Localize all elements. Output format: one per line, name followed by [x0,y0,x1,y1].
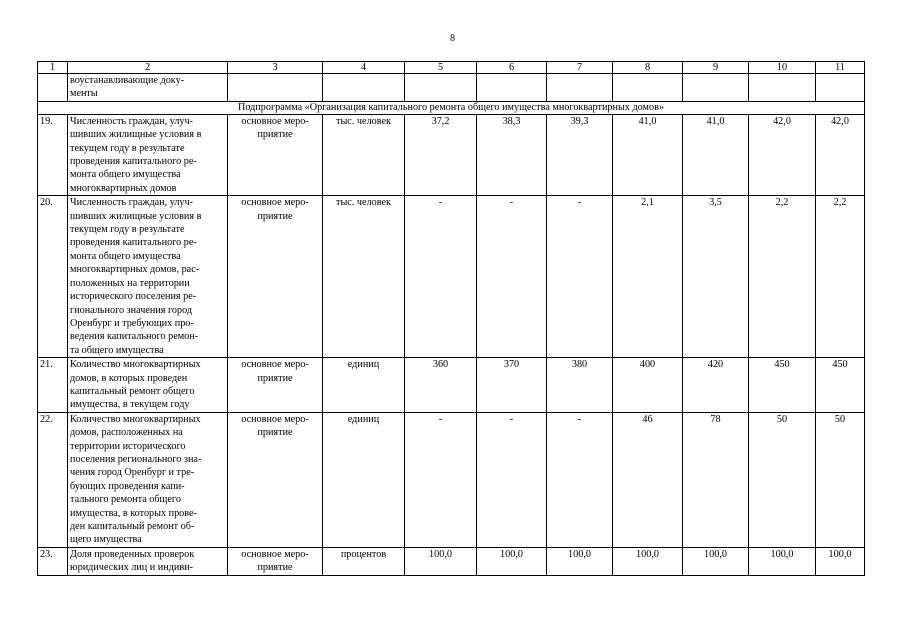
table-row [38,358,865,413]
value-cell: 100,0 [816,547,865,575]
table-row [38,547,865,575]
subprogram-title: Подпрограмма «Организация капитального ремонта общего имущества многоквартирных домов» [38,101,865,114]
unit-of-measure: тыс. человек [323,114,405,195]
value-cell: 42,0 [749,114,816,195]
unit-of-measure: тыс. человек [323,196,405,358]
value-cell: - [477,412,547,547]
indicator-type: основное меро- приятие [228,547,323,575]
indicator-type: основное меро- приятие [228,196,323,358]
column-number-6: 6 [477,62,547,74]
column-number-row [38,62,865,74]
unit-of-measure: единиц [323,412,405,547]
value-cell: 38,3 [477,114,547,195]
value-cell: - [547,412,613,547]
value-cell: 100,0 [683,547,749,575]
indicator-type: основное меро- приятие [228,358,323,413]
column-number-1: 1 [38,62,68,74]
value-cell: 42,0 [816,114,865,195]
row-number: 22. [38,412,68,547]
row-number: 20. [38,196,68,358]
column-number-4: 4 [323,62,405,74]
value-cell: 50 [749,412,816,547]
value-cell: 360 [405,358,477,413]
column-number-11: 11 [816,62,865,74]
value-cell: 39,3 [547,114,613,195]
value-cell: 2,2 [816,196,865,358]
value-cell: 3,5 [683,196,749,358]
unit-of-measure: процентов [323,547,405,575]
subprogram-row [38,101,865,114]
row-number: 21. [38,358,68,413]
value-cell: - [405,196,477,358]
table-row [38,196,865,358]
column-number-7: 7 [547,62,613,74]
value-cell: 46 [613,412,683,547]
column-number-10: 10 [749,62,816,74]
continuation-text: воустанавливающие доку- менты [68,74,228,102]
unit-of-measure: единиц [323,358,405,413]
value-cell: 100,0 [749,547,816,575]
value-cell: 100,0 [547,547,613,575]
value-cell: 400 [613,358,683,413]
indicator-name: Количество многоквартирных домов, в которых проведен капитальный ремонт общего имущества, в текущем году [68,358,228,413]
indicator-name: Численность граждан, улуч- шивших жилищные условия в текущем году в результате проведения капитального ре- монта общего имущества многоквартирных домов [68,114,228,195]
indicator-name: Доля проведенных проверок юридических лиц и индиви- [68,547,228,575]
row-number: 23. [38,547,68,575]
indicators-table [37,61,865,576]
indicator-name: Количество многоквартирных домов, расположенных на территории исторического поселения регионального зна- чения город Оренбург и тре- бующих проведения капи- тального ремонта общего имущества, в которых прове- ден капитальный ремонт об- щего имущества [68,412,228,547]
column-number-5: 5 [405,62,477,74]
value-cell: - [405,412,477,547]
column-number-2: 2 [68,62,228,74]
indicator-name: Численность граждан, улуч- шивших жилищные условия в текущем году в результате проведения капитального ре- монта общего имущества многоквартирных домов, рас- положенных на территории исторического поселения ре- гионального значения город Оренбург и требующих про- ведения капитального ремон- та общего имущества [68,196,228,358]
value-cell: 370 [477,358,547,413]
column-number-3: 3 [228,62,323,74]
indicator-type: основное меро- приятие [228,114,323,195]
value-cell: 100,0 [405,547,477,575]
value-cell: 50 [816,412,865,547]
value-cell: 37,2 [405,114,477,195]
page-number: 8 [450,33,455,44]
value-cell: 78 [683,412,749,547]
continuation-row [38,74,865,102]
value-cell: 2,1 [613,196,683,358]
table-row [38,412,865,547]
value-cell: 450 [749,358,816,413]
column-number-9: 9 [683,62,749,74]
value-cell: 41,0 [683,114,749,195]
value-cell: 420 [683,358,749,413]
value-cell: 41,0 [613,114,683,195]
continuation-num-cell [38,74,68,102]
column-number-8: 8 [613,62,683,74]
value-cell: 100,0 [613,547,683,575]
value-cell: 100,0 [477,547,547,575]
value-cell: - [547,196,613,358]
row-number: 19. [38,114,68,195]
value-cell: - [477,196,547,358]
table-row [38,114,865,195]
indicator-type: основное меро- приятие [228,412,323,547]
value-cell: 450 [816,358,865,413]
value-cell: 2,2 [749,196,816,358]
value-cell: 380 [547,358,613,413]
